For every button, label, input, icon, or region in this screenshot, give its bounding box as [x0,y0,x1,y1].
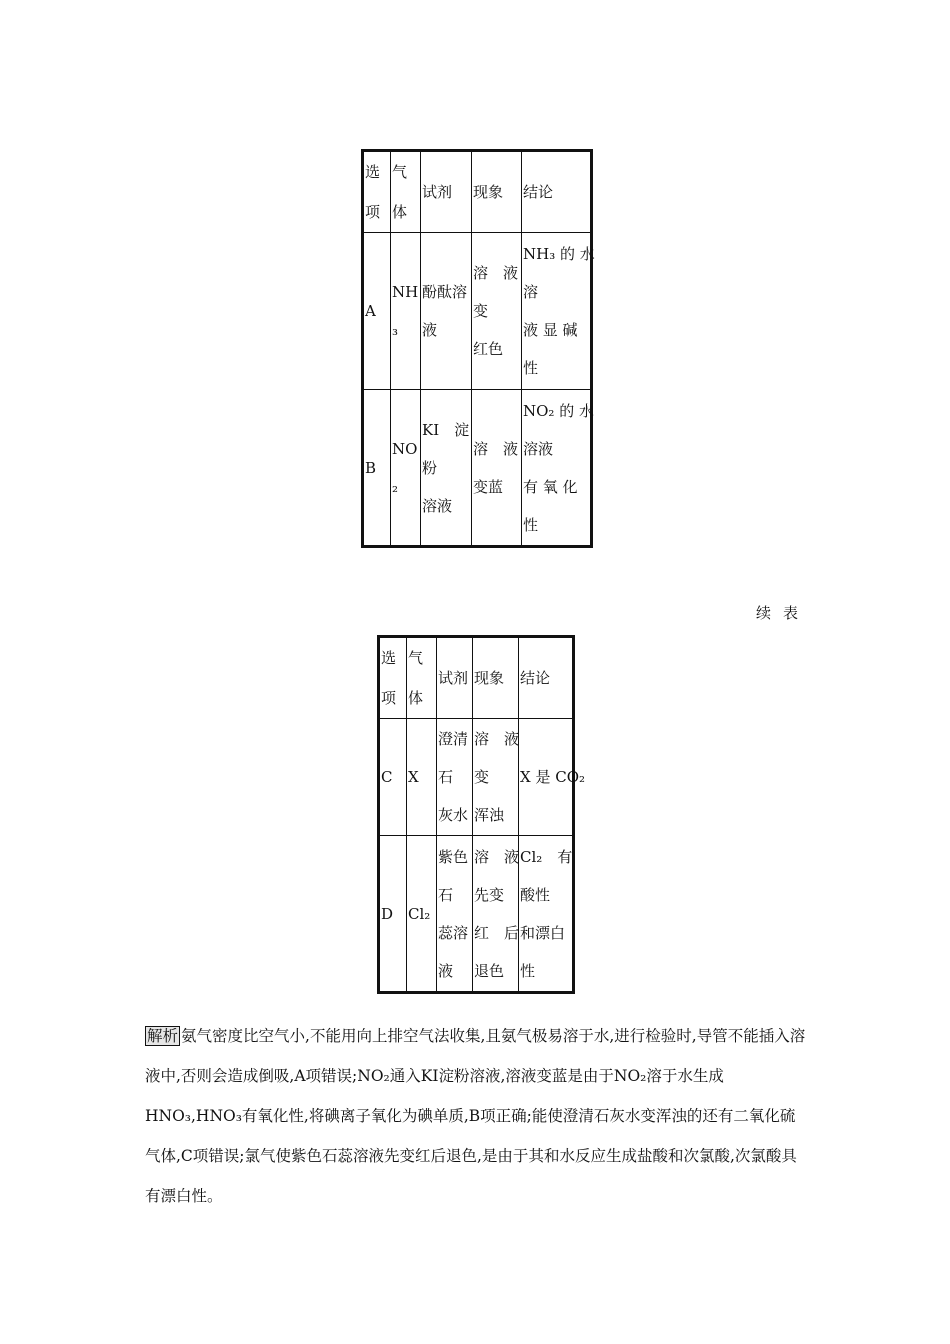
header-phenomenon: 现象 [472,151,522,233]
cell-option: D [379,836,407,993]
analysis-text: 氨气密度比空气小,不能用向上排空气法收集,且氨气极易溶于水,进行检验时,导管不能插入溶液中,否则会造成倒吸,A项错误;NO₂通入KI淀粉溶液,溶液变蓝是由于NO₂溶于水生成HNO₃,HNO₃有氧化性,将碘离子氧化为碘单质,B项正确;能使澄清石灰水变浑浊的还有二氧化硫气体,C项错误;氯气使紫色石蕊溶液先变红后退色,是由于其和水反应生成盐酸和次氯酸,次氯酸具有漂白性。 [145,1027,806,1205]
cell-option: C [379,719,407,836]
cell-gas: NO₂ [391,390,421,547]
cell-phenomenon: 溶 液 变 红色 [472,233,522,390]
table-row [363,233,592,390]
experiment-table-1 [361,149,593,548]
continuation-label: 续表 [756,604,811,622]
header-option: 选 项 [379,637,407,719]
cell-option: B [363,390,391,547]
cell-gas: Cl₂ [407,836,437,993]
experiment-table-2 [377,635,586,994]
cell-conclusion: NO₂ 的 水 溶液 有 氧 化 性 [522,390,592,547]
table-header-row [379,637,574,719]
cell-reagent: 紫色 石 蕊溶 液 [437,836,473,993]
cell-conclusion: X 是 CO₂ [519,719,574,836]
cell-phenomenon: 溶 液 变蓝 [472,390,522,547]
cell-gas: NH₃ [391,233,421,390]
table-header-row [363,151,592,233]
cell-phenomenon: 溶 液 先变 红 后 退色 [473,836,519,993]
cell-reagent: 澄清 石 灰水 [437,719,473,836]
cell-reagent: 酚酞溶 液 [421,233,472,390]
header-conclusion: 结论 [522,151,592,233]
cell-phenomenon: 溶 液 变 浑浊 [473,719,519,836]
table-row [379,836,574,993]
cell-gas: X [407,719,437,836]
header-conclusion: 结论 [519,637,574,719]
header-reagent: 试剂 [421,151,472,233]
header-gas: 气 体 [407,637,437,719]
cell-conclusion: NH₃ 的 水 溶 液 显 碱 性 [522,233,592,390]
header-option: 选 项 [363,151,391,233]
table-row [363,390,592,547]
cell-reagent: KI 淀 粉 溶液 [421,390,472,547]
table-row [379,719,574,836]
cell-option: A [363,233,391,390]
header-gas: 气 体 [391,151,421,233]
header-phenomenon: 现象 [473,637,519,719]
analysis-paragraph [145,1016,810,1216]
cell-conclusion: Cl₂ 有 酸性 和漂白 性 [519,836,574,993]
header-reagent: 试剂 [437,637,473,719]
analysis-tag: 解析 [147,1027,179,1045]
